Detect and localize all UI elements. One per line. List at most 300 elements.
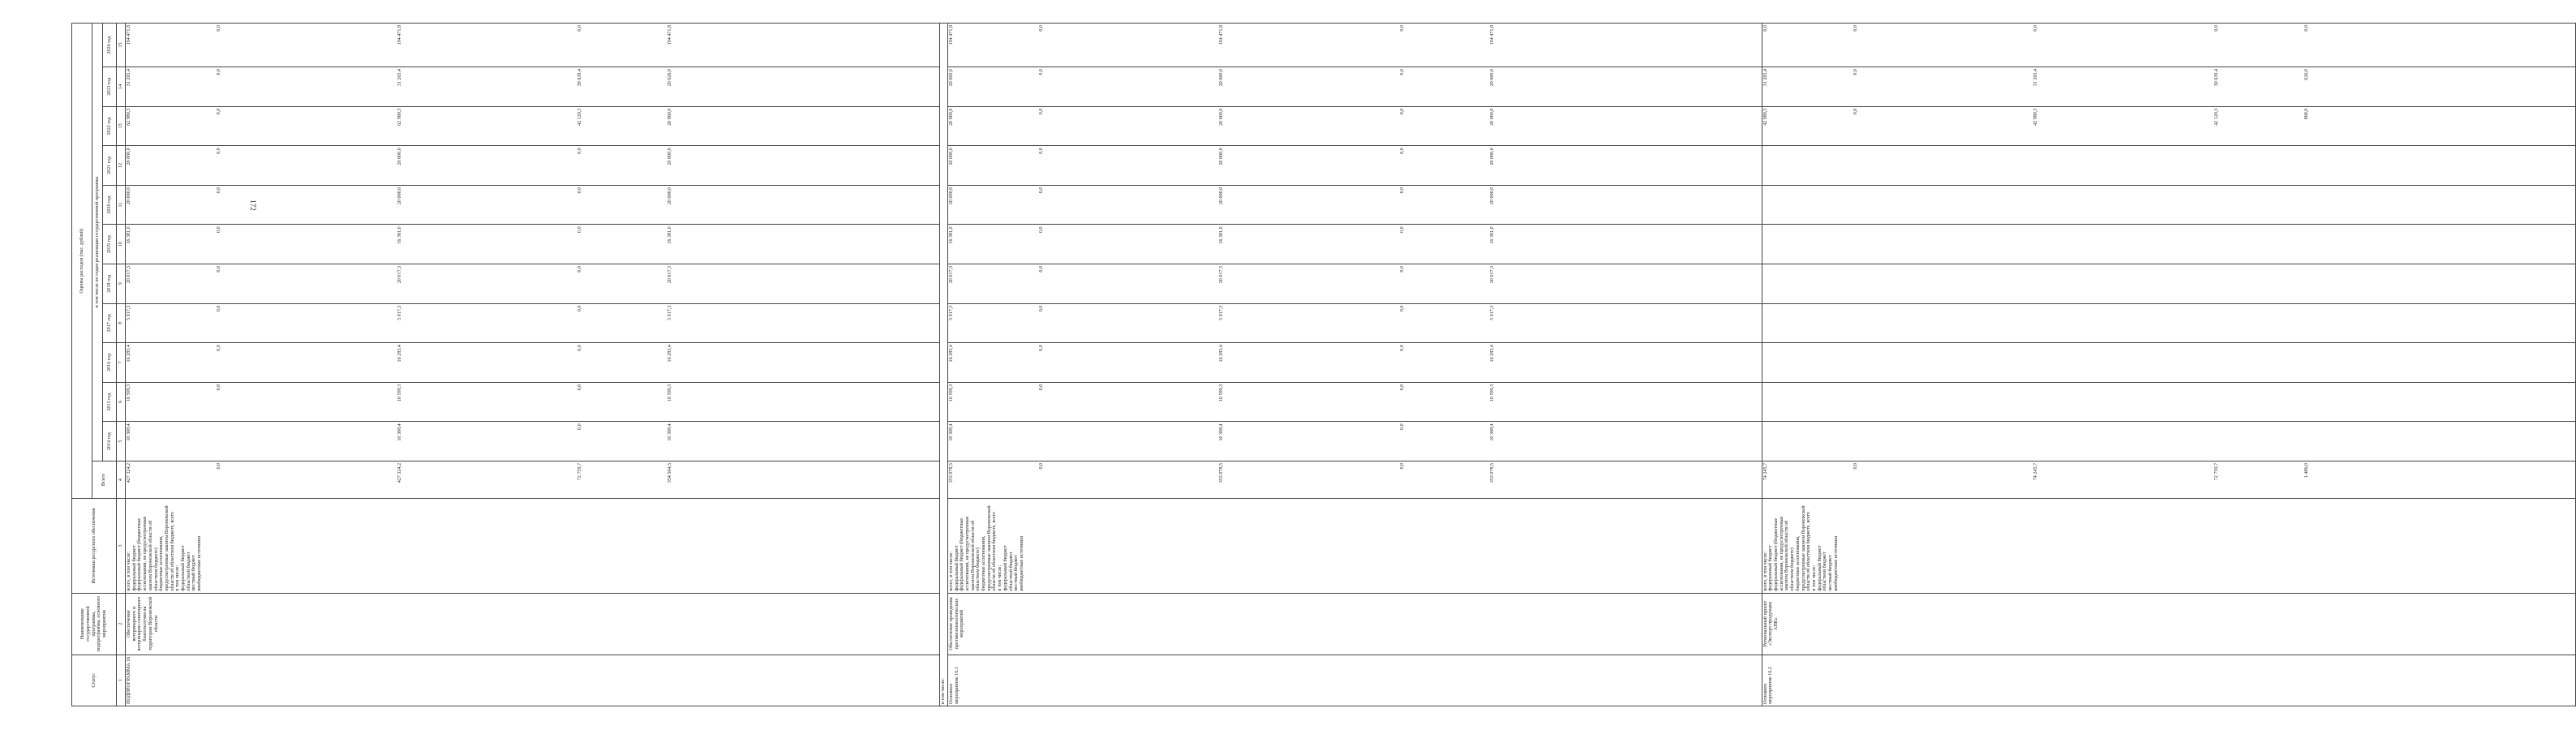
value-cell [1129, 226, 1219, 262]
value-cell: 20 626,0 [668, 68, 673, 87]
value-cell [848, 266, 938, 302]
value-cell [1580, 187, 1670, 223]
header-year: 2015 год [103, 382, 117, 422]
value-cell: 0,0 [217, 345, 222, 351]
value-cell [1943, 384, 2033, 420]
value-cell: 20 000,0 [948, 187, 954, 205]
value-cell [1943, 69, 2033, 105]
value-column [947, 146, 1762, 186]
value-cell [487, 148, 577, 183]
value-cell [1580, 148, 1670, 183]
value-cell [2394, 25, 2484, 65]
value-cell: 20 000,0 [1490, 148, 1496, 165]
value-cell: 20 000,0 [1490, 108, 1496, 126]
value-cell [758, 463, 848, 496]
value-cell [848, 345, 938, 380]
value-cell: 0,0 [217, 108, 222, 115]
source-label: федеральный бюджет [954, 545, 960, 591]
value-cell [1129, 69, 1219, 105]
value-cell [1853, 306, 1943, 341]
value-cell [2484, 187, 2574, 223]
value-cell [2394, 69, 2484, 105]
value-cell [1943, 306, 2033, 341]
value-cell: 0,0 [1039, 25, 1045, 32]
section-row [126, 24, 940, 706]
value-cell [2484, 266, 2574, 302]
column-number: 3 [117, 499, 126, 593]
value-cell: 194 471,8 [127, 25, 131, 45]
value-cell [2304, 187, 2394, 223]
header-source: Источники ресурсного обеспечения [72, 499, 117, 593]
source-label: местный бюджет [1014, 555, 1020, 591]
value-cell [1310, 148, 1400, 183]
column-number: 12 [117, 146, 126, 186]
value-cell [307, 384, 397, 420]
value-cell: 0,0 [577, 187, 583, 194]
value-cell [2033, 187, 2123, 223]
value-cell [2123, 463, 2213, 496]
value-cell [1763, 306, 1853, 341]
value-cell [2304, 345, 2394, 380]
header-year: 2022 год [103, 106, 117, 146]
value-cell [2123, 148, 2213, 183]
source-label: федеральный бюджет [131, 545, 137, 591]
value-cell [1763, 423, 1853, 459]
value-cell: 0,0 [1039, 108, 1045, 115]
value-cell [2484, 384, 2574, 420]
value-cell [1580, 266, 1670, 302]
value-column [126, 303, 940, 343]
value-cell: 42 980,3 [1762, 108, 1768, 126]
header-by-year: в том числе по годам реализации государственной программы [92, 24, 103, 461]
value-cell: 10 599,3 [127, 384, 131, 402]
value-cell: 5 017,3 [1490, 305, 1496, 320]
value-cell [848, 25, 938, 65]
value-cell [307, 187, 397, 223]
value-cell: 20 000,0 [397, 148, 402, 165]
value-cell: 0,0 [2303, 25, 2309, 32]
value-cell [1763, 148, 1853, 183]
value-cell [2484, 463, 2574, 496]
value-cell [758, 109, 848, 144]
value-cell: 0,0 [577, 384, 583, 391]
value-cell [2123, 423, 2213, 459]
value-cell [307, 423, 397, 459]
value-column [1762, 461, 2576, 498]
value-cell [487, 187, 577, 223]
value-cell: 20 000,0 [948, 68, 954, 87]
value-cell: 860,0 [2303, 108, 2309, 120]
value-cell: 42 980,3 [2033, 108, 2039, 126]
value-cell [307, 109, 397, 144]
value-cell: 10 599,3 [1490, 384, 1496, 402]
value-cell: 10 308,4 [668, 423, 673, 441]
value-cell: 0,0 [2213, 25, 2219, 32]
value-cell [1670, 463, 1760, 496]
value-cell [848, 109, 938, 144]
header-year: 2018 год [103, 264, 117, 303]
value-cell: 10 308,4 [1219, 423, 1225, 441]
value-cell [758, 187, 848, 223]
value-cell [1943, 148, 2033, 183]
value-column [947, 106, 1762, 146]
value-cell: 16 283,4 [668, 345, 673, 363]
value-cell: 0,0 [1399, 345, 1405, 351]
value-cell: 20 000,0 [397, 187, 402, 205]
value-column [1762, 24, 2576, 67]
value-cell: 0,0 [1399, 226, 1405, 233]
section-status: Основное мероприятие 16.2 [1762, 655, 2576, 706]
header-year: 2017 год [103, 303, 117, 343]
value-cell: 20 000,0 [1219, 187, 1225, 205]
column-number: 2 [117, 593, 126, 655]
source-label: местный бюджет [1828, 555, 1834, 591]
value-cell: 0,0 [1039, 68, 1045, 75]
column-number: 15 [117, 24, 126, 67]
value-cell [848, 69, 938, 105]
value-cell [1310, 69, 1400, 105]
value-cell [307, 69, 397, 105]
value-cell [2394, 423, 2484, 459]
source-label: внебюджетные источники [1019, 535, 1024, 591]
value-cell [1129, 384, 1219, 420]
value-cell: 31 265,4 [2033, 68, 2039, 87]
value-column [126, 146, 940, 186]
value-cell [758, 384, 848, 420]
value-cell [1670, 306, 1760, 341]
value-column [947, 461, 1762, 498]
header-year: 2024 год [103, 24, 117, 67]
value-cell [1943, 25, 2033, 65]
source-label: в том числе: [175, 564, 181, 591]
value-cell [1670, 384, 1760, 420]
value-cell [1670, 187, 1760, 223]
value-cell [2214, 306, 2304, 341]
source-label: местный бюджет [191, 555, 197, 591]
value-cell: 194 471,8 [397, 25, 402, 45]
value-cell [1310, 345, 1400, 380]
value-cell: 10 599,3 [948, 384, 954, 402]
value-cell: 31 265,4 [1762, 68, 1768, 87]
value-cell [487, 109, 577, 144]
value-cell [2123, 69, 2213, 105]
value-cell: 0,0 [1399, 462, 1405, 470]
value-cell [307, 306, 397, 341]
value-cell: 0,0 [217, 25, 222, 32]
value-cell: 30 639,4 [2213, 68, 2219, 87]
value-column [947, 303, 1762, 343]
value-cell: 16 283,4 [127, 345, 131, 363]
column-number: 14 [117, 67, 126, 106]
source-label: внебюджетные источники [197, 535, 203, 591]
value-cell [2033, 384, 2123, 420]
value-cell [1853, 187, 1943, 223]
value-cell [307, 148, 397, 183]
value-cell: 20 000,0 [1219, 108, 1225, 126]
value-cell [758, 306, 848, 341]
value-cell: 20 000,0 [127, 148, 131, 165]
value-column [1762, 303, 2576, 343]
value-cell: 0,0 [2033, 25, 2039, 32]
header-year: 2020 год [103, 185, 117, 225]
value-cell [1853, 266, 1943, 302]
value-cell [1763, 187, 1853, 223]
value-cell [1310, 226, 1400, 262]
value-cell: 0,0 [1399, 108, 1405, 115]
value-cell: 5 017,3 [948, 305, 954, 320]
section-row [1762, 24, 2576, 706]
value-cell: 5 017,3 [668, 305, 673, 320]
value-cell [1580, 384, 1670, 420]
value-cell: 194 471,8 [1219, 25, 1225, 45]
rotated-budget-table-page [71, 23, 2309, 706]
value-cell [1310, 187, 1400, 223]
value-cell: 353 078,5 [948, 462, 954, 483]
section-sources [947, 499, 1762, 593]
column-number: 10 [117, 225, 126, 264]
value-cell [2123, 25, 2213, 65]
value-cell: 0,0 [1399, 187, 1405, 194]
value-cell: 16 283,4 [397, 345, 402, 363]
value-cell: 194 471,8 [948, 25, 954, 45]
value-cell: 20 017,3 [1219, 265, 1225, 284]
value-cell [2304, 384, 2394, 420]
value-column [1762, 146, 2576, 186]
source-label: бюджетные ассигнования, предусмотренные законом Воронежской области об областном бюджете, всего [1795, 505, 1812, 591]
value-cell [307, 345, 397, 380]
value-cell: 10 308,4 [1490, 423, 1496, 441]
value-cell [2394, 109, 2484, 144]
value-cell [2214, 345, 2304, 380]
value-cell [1670, 345, 1760, 380]
value-cell [2304, 148, 2394, 183]
value-cell [1943, 109, 2033, 144]
value-cell: 42 120,3 [2213, 108, 2219, 126]
value-cell: 0,0 [1039, 462, 1045, 470]
value-cell: 10 308,4 [948, 423, 954, 441]
value-cell [2123, 306, 2213, 341]
source-label: всего, в том числе: [127, 552, 131, 591]
value-cell [1943, 226, 2033, 262]
value-cell [2484, 69, 2574, 105]
value-cell [1853, 226, 1943, 262]
value-cell [2394, 226, 2484, 262]
value-cell [1129, 25, 1219, 65]
value-cell [1763, 384, 1853, 420]
value-cell: 0,0 [577, 148, 583, 154]
value-cell [1039, 423, 1129, 459]
value-column [126, 264, 940, 303]
value-cell: 42 120,3 [577, 108, 583, 126]
value-cell [2214, 187, 2304, 223]
value-cell [848, 306, 938, 341]
value-cell: 16 381,0 [948, 226, 954, 244]
value-cell: 62 980,3 [397, 108, 402, 126]
value-cell [1129, 463, 1219, 496]
value-cell [2123, 345, 2213, 380]
value-cell: 0,0 [577, 345, 583, 351]
value-column [1762, 106, 2576, 146]
value-cell: 20 017,3 [397, 265, 402, 284]
value-cell: 5 017,3 [127, 305, 131, 320]
value-cell [1853, 148, 1943, 183]
value-cell [2033, 306, 2123, 341]
value-cell [1129, 266, 1219, 302]
value-cell [2214, 423, 2304, 459]
value-cell: 20 000,0 [1219, 148, 1225, 165]
value-cell: 0,0 [217, 384, 222, 391]
value-column [126, 24, 940, 67]
value-cell: 0,0 [577, 25, 583, 32]
value-cell [1763, 226, 1853, 262]
value-cell [2214, 384, 2304, 420]
value-column [126, 67, 940, 106]
value-column [1762, 264, 2576, 303]
value-cell: 194 471,8 [1490, 25, 1496, 45]
value-cell [848, 187, 938, 223]
value-cell [2033, 266, 2123, 302]
section-row [947, 24, 1762, 706]
value-cell [1580, 423, 1670, 459]
value-cell: 31 265,4 [127, 68, 131, 87]
value-cell [758, 148, 848, 183]
value-cell: 427 324,2 [127, 462, 131, 483]
value-cell [2123, 266, 2213, 302]
value-column [947, 422, 1762, 461]
value-cell: 0,0 [1399, 68, 1405, 75]
value-cell: 0,0 [217, 187, 222, 194]
value-cell [487, 266, 577, 302]
value-cell: 20 000,0 [668, 187, 673, 205]
value-cell [2394, 345, 2484, 380]
value-column [1762, 422, 2576, 461]
value-cell: 10 308,4 [397, 423, 402, 441]
section-prelabel-row [939, 24, 947, 706]
value-cell: 16 283,4 [1490, 345, 1496, 363]
value-cell [487, 345, 577, 380]
value-cell: 0,0 [1039, 265, 1045, 273]
value-cell [1580, 25, 1670, 65]
value-cell [2033, 148, 2123, 183]
value-cell [1670, 266, 1760, 302]
value-cell: 0,0 [217, 305, 222, 312]
page-number: 172 [248, 200, 257, 211]
value-cell [1580, 345, 1670, 380]
value-cell [1670, 25, 1760, 65]
column-number: 11 [117, 185, 126, 225]
column-number: 7 [117, 343, 126, 383]
value-cell: 20 017,3 [1490, 265, 1496, 284]
value-cell: 0,0 [1399, 148, 1405, 154]
source-label: областной бюджет [1823, 552, 1828, 591]
value-column [947, 24, 1762, 67]
value-cell: 353 078,5 [1219, 462, 1225, 483]
section-name: Обеспечение проведения противоэпизоотических мероприятий [947, 593, 1762, 655]
value-cell [758, 423, 848, 459]
value-cell [1943, 423, 2033, 459]
value-cell: 20 000,0 [127, 187, 131, 205]
header-year: 2023 год [103, 67, 117, 106]
value-cell [2123, 384, 2213, 420]
section-name: Обеспечение ветеринарного и ветеринарно-санитарного благополучия на территории Воронежской области [126, 593, 940, 655]
value-cell: 20 860,0 [668, 108, 673, 126]
value-cell [2484, 423, 2574, 459]
value-cell [1853, 423, 1943, 459]
value-cell: 16 283,4 [1219, 345, 1225, 363]
value-cell [307, 226, 397, 262]
value-cell [487, 306, 577, 341]
value-cell: 16 381,0 [1490, 226, 1496, 244]
section-name: Региональный проект «Экспорт продукции АПК» [1762, 593, 2576, 655]
source-label: в том числе: [998, 564, 1003, 591]
value-cell: 20 000,0 [948, 108, 954, 126]
source-label: всего, в том числе: [1762, 552, 1768, 591]
value-cell: 5 017,3 [1219, 305, 1225, 320]
value-cell [2394, 306, 2484, 341]
value-cell: 10 308,4 [127, 423, 131, 441]
source-label: всего, в том числе: [948, 552, 954, 591]
value-cell [1129, 306, 1219, 341]
value-cell [487, 384, 577, 420]
value-cell [848, 226, 938, 262]
section-sources [1762, 499, 2576, 593]
source-label: бюджетные ассигнования, предусмотренные законом Воронежской области об областном бюджете, всего [159, 505, 175, 591]
value-cell [2033, 423, 2123, 459]
value-column [947, 67, 1762, 106]
value-cell [1310, 266, 1400, 302]
value-cell [1670, 109, 1760, 144]
value-cell [2214, 226, 2304, 262]
value-cell: 0,0 [577, 265, 583, 273]
value-column [947, 343, 1762, 383]
value-cell [1580, 109, 1670, 144]
value-cell: 0,0 [1039, 305, 1045, 312]
in-that-number-label: в том числе: [939, 24, 947, 706]
value-cell: 0,0 [1399, 384, 1405, 391]
value-cell: 0,0 [1399, 423, 1405, 430]
value-cell: 0,0 [1762, 25, 1768, 32]
value-cell: 0,0 [1399, 305, 1405, 312]
value-cell [848, 463, 938, 496]
header-year: 2016 год [103, 343, 117, 383]
value-cell: 0,0 [1853, 462, 1858, 470]
header-status: Статус [72, 655, 117, 706]
value-cell: 16 381,0 [397, 226, 402, 244]
column-number: 1 [117, 655, 126, 706]
value-cell [1310, 25, 1400, 65]
value-cell [1580, 306, 1670, 341]
value-column [126, 106, 940, 146]
value-column [126, 422, 940, 461]
value-column [126, 343, 940, 383]
value-cell: 72 759,7 [2213, 462, 2219, 481]
value-cell [1853, 345, 1943, 380]
value-cell: 20 000,0 [1490, 68, 1496, 87]
value-cell: 20 000,0 [1490, 187, 1496, 205]
value-cell [2214, 266, 2304, 302]
value-cell [487, 423, 577, 459]
column-number: 5 [117, 422, 126, 461]
value-cell: 0,0 [577, 305, 583, 312]
source-label: федеральный бюджет [181, 545, 187, 591]
value-cell: 20 000,0 [1219, 68, 1225, 87]
value-cell [1310, 306, 1400, 341]
value-cell [2394, 384, 2484, 420]
value-cell [487, 69, 577, 105]
value-cell [1129, 148, 1219, 183]
value-cell: 0,0 [1039, 384, 1045, 391]
value-cell: 0,0 [217, 148, 222, 154]
